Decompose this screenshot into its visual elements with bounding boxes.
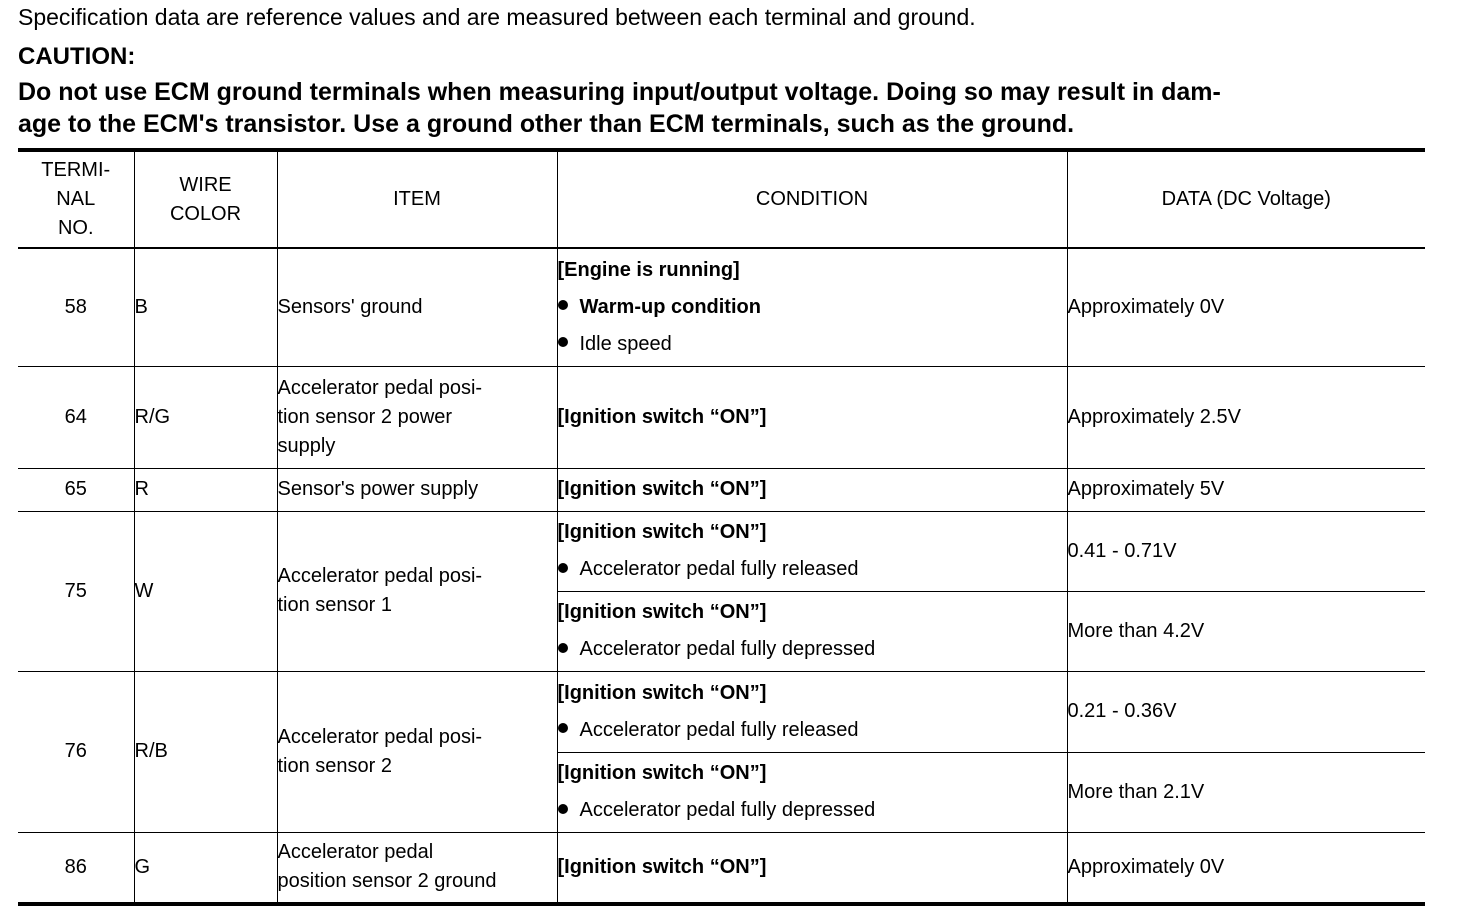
terminal-no: 58 <box>18 248 134 366</box>
header-data: DATA (DC Voltage) <box>1067 150 1425 248</box>
wire-color: W <box>134 511 277 671</box>
data-value: More than 4.2V <box>1067 591 1425 671</box>
condition-bullet: Accelerator pedal fully depressed <box>558 631 1067 668</box>
terminal-no: 86 <box>18 832 134 904</box>
wire-color: B <box>134 248 277 366</box>
data-value: Approximately 0V <box>1067 248 1425 366</box>
caution-title: CAUTION: <box>18 43 136 70</box>
caution-line-2: age to the ECM's transistor. Use a ground other than ECM terminals, such as the ground. <box>18 110 1075 138</box>
condition-heading: [Ignition switch “ON”] <box>557 855 767 878</box>
item: Sensors' ground <box>277 248 557 366</box>
condition <box>557 511 1067 591</box>
header-item: ITEM <box>277 150 557 248</box>
condition-heading: [Ignition switch “ON”] <box>557 681 767 704</box>
condition-heading: [Ignition switch “ON”] <box>557 762 767 784</box>
table-row <box>18 248 1425 366</box>
condition <box>557 671 1067 752</box>
item: Accelerator pedal posi- tion sensor 2 <box>277 671 557 832</box>
data-value: 0.21 - 0.36V <box>1067 671 1425 752</box>
ecm-terminal-table <box>18 148 1425 906</box>
condition <box>557 468 1067 511</box>
terminal-no: 65 <box>18 468 134 511</box>
header-condition: CONDITION <box>557 150 1067 248</box>
table-header-row <box>18 150 1425 248</box>
wire-color: R/B <box>134 671 277 832</box>
table-row <box>18 468 1425 511</box>
condition-bullet: Warm-up condition <box>558 289 1067 326</box>
data-value: Approximately 0V <box>1067 832 1425 904</box>
data-value: 0.41 - 0.71V <box>1067 511 1425 591</box>
bullet-icon <box>558 563 568 573</box>
data-value: More than 2.1V <box>1067 752 1425 832</box>
terminal-no: 64 <box>18 366 134 468</box>
data-value: Approximately 2.5V <box>1067 366 1425 468</box>
bullet-icon <box>558 643 568 653</box>
wire-color: R/G <box>134 366 277 468</box>
item: Sensor's power supply <box>277 468 557 511</box>
header-wire-color: WIRE COLOR <box>134 150 277 248</box>
bullet-icon <box>558 723 568 733</box>
condition <box>557 832 1067 904</box>
terminal-no: 76 <box>18 671 134 832</box>
condition-bullet: Accelerator pedal fully released <box>558 712 1067 749</box>
table-row <box>18 366 1425 468</box>
data-value: Approximately 5V <box>1067 468 1425 511</box>
caution-line-1: Do not use ECM ground terminals when measuring input/output voltage. Doing so may result in dam- <box>18 78 1221 106</box>
condition-heading: [Ignition switch “ON”] <box>557 405 767 428</box>
condition-heading: [Engine is running] <box>557 258 740 281</box>
condition-heading: [Ignition switch “ON”] <box>557 478 767 500</box>
item: Accelerator pedal position sensor 2 ground <box>277 832 557 904</box>
condition-bullet: Accelerator pedal fully released <box>558 551 1067 588</box>
condition <box>557 366 1067 468</box>
bullet-icon <box>558 804 568 814</box>
table-row <box>18 832 1425 904</box>
item: Accelerator pedal posi- tion sensor 2 power supply <box>277 366 557 468</box>
item: Accelerator pedal posi- tion sensor 1 <box>277 511 557 671</box>
condition-bullet: Idle speed <box>558 326 1067 363</box>
wire-color: G <box>134 832 277 904</box>
table-row <box>18 511 1425 591</box>
bullet-icon <box>558 300 568 310</box>
caution-text <box>18 76 1438 140</box>
condition <box>557 591 1067 671</box>
table-row <box>18 671 1425 752</box>
condition-bullet: Accelerator pedal fully depressed <box>558 792 1067 829</box>
header-terminal-no: TERMI- NAL NO. <box>18 150 134 248</box>
condition <box>557 248 1067 366</box>
condition <box>557 752 1067 832</box>
condition-heading: [Ignition switch “ON”] <box>557 601 767 623</box>
condition-heading: [Ignition switch “ON”] <box>557 521 767 543</box>
intro-text: Specification data are reference values and are measured between each terminal and ground. <box>18 4 976 30</box>
terminal-no: 75 <box>18 511 134 671</box>
wire-color: R <box>134 468 277 511</box>
bullet-icon <box>558 337 568 347</box>
